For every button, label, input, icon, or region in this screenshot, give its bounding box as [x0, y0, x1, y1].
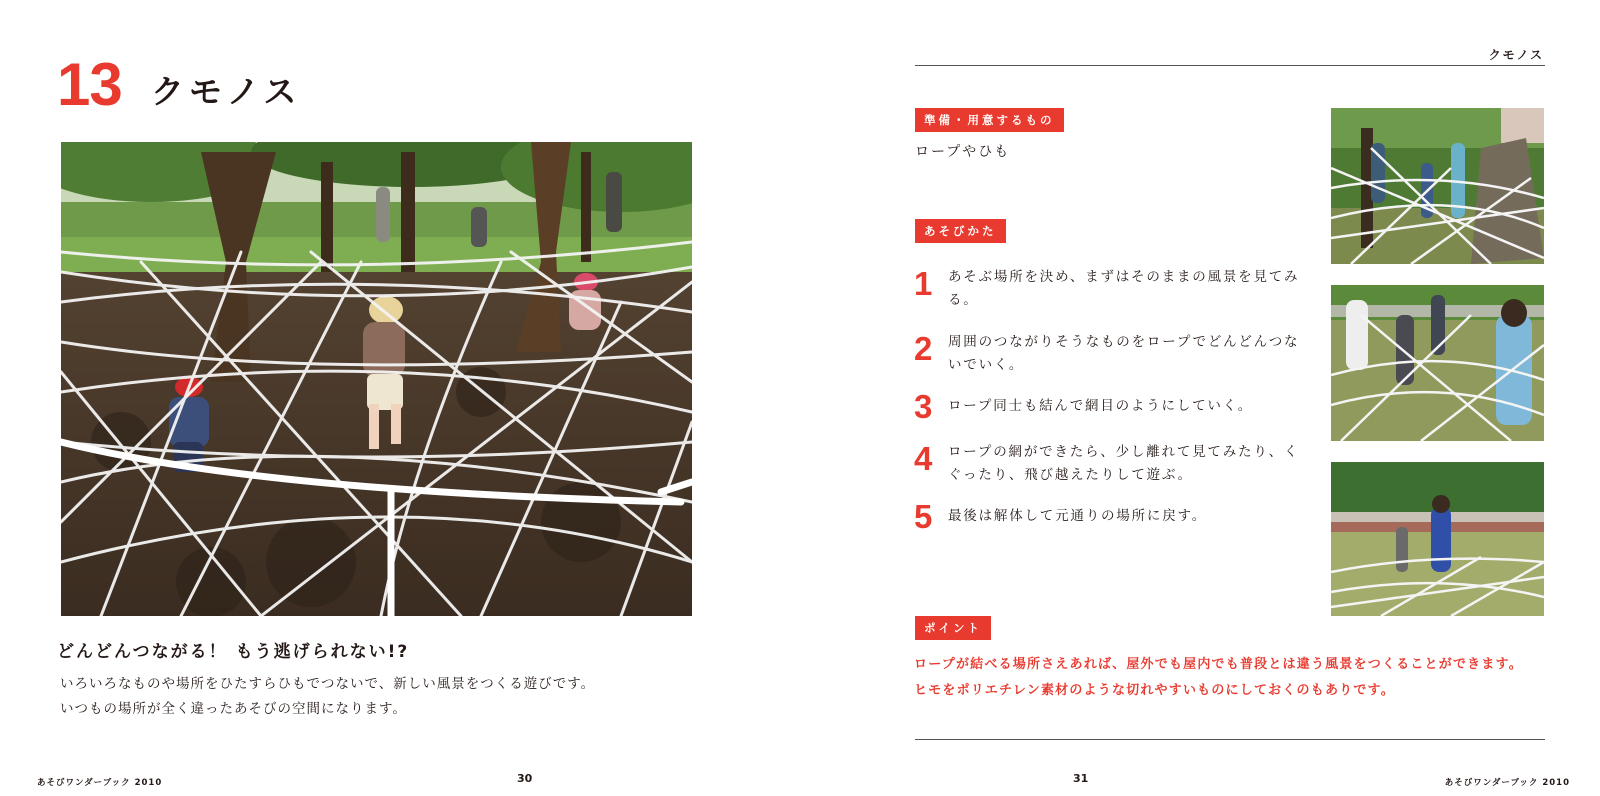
side-photo-children-in-web	[1331, 108, 1544, 264]
bottom-divider	[915, 739, 1545, 740]
howto-label: あそびかた	[915, 219, 1006, 243]
side-photo-image	[1331, 462, 1544, 616]
main-photo-spiderweb-ropes	[61, 142, 692, 616]
prep-text: ロープやひも	[915, 144, 1011, 160]
main-photo-image	[61, 142, 692, 616]
point-line: ヒモをポリエチレン素材のような切れやすいものにしておくのもありです。	[914, 683, 1395, 698]
chapter-number: 13	[57, 51, 122, 118]
page-number-right: 31	[1073, 772, 1089, 785]
point-line: ロープが結べる場所さえあれば、屋外でも屋内でも普段とは違う風景をつくることができます。	[914, 657, 1523, 672]
step-text: あそぶ場所を決め、まずはそのままの風景を見てみる。	[948, 269, 1300, 308]
side-photo-web-on-lawn	[1331, 285, 1544, 441]
running-title: クモノス	[1488, 48, 1544, 62]
step-item	[914, 389, 1300, 425]
step-item	[914, 441, 1300, 487]
footer-book-title-right: あそびワンダーブック 2010	[1444, 778, 1570, 788]
step-text: 周囲のつながりそうなものをロープでどんどんつないでいく。	[948, 334, 1300, 373]
top-divider	[915, 65, 1545, 66]
step-number: 4	[914, 440, 933, 477]
prep-label: 準備・用意するもの	[915, 108, 1064, 132]
intro-description	[60, 672, 595, 722]
step-item	[914, 499, 1300, 535]
step-number: 2	[914, 330, 933, 367]
step-text: 最後は解体して元通りの場所に戻す。	[948, 508, 1208, 524]
step-text: ロープ同士も結んで網目のようにしていく。	[948, 398, 1254, 414]
page-title: クモノス	[151, 72, 302, 111]
side-photo-child-running	[1331, 462, 1544, 616]
page-number-left: 30	[517, 772, 533, 785]
footer-book-title-left: あそびワンダーブック 2010	[37, 778, 163, 788]
step-number: 3	[914, 388, 933, 425]
step-item	[914, 331, 1300, 377]
step-number: 1	[914, 265, 933, 302]
point-text	[914, 652, 1554, 704]
point-label: ポイント	[915, 616, 991, 640]
catch-copy: どんどんつながる！ もう逃げられない!?	[57, 642, 410, 662]
side-photo-image	[1331, 285, 1544, 441]
description-line: いろいろなものや場所をひたすらひもでつないで、新しい風景をつくる遊びです。	[60, 676, 596, 692]
step-item	[914, 266, 1300, 312]
description-line: いつもの場所が全く違ったあそびの空間になります。	[60, 701, 407, 717]
side-photo-image	[1331, 108, 1544, 264]
step-number: 5	[914, 498, 933, 535]
step-text: ロープの網ができたら、少し離れて見てみたり、くぐったり、飛び越えたりして遊ぶ。	[948, 444, 1300, 483]
